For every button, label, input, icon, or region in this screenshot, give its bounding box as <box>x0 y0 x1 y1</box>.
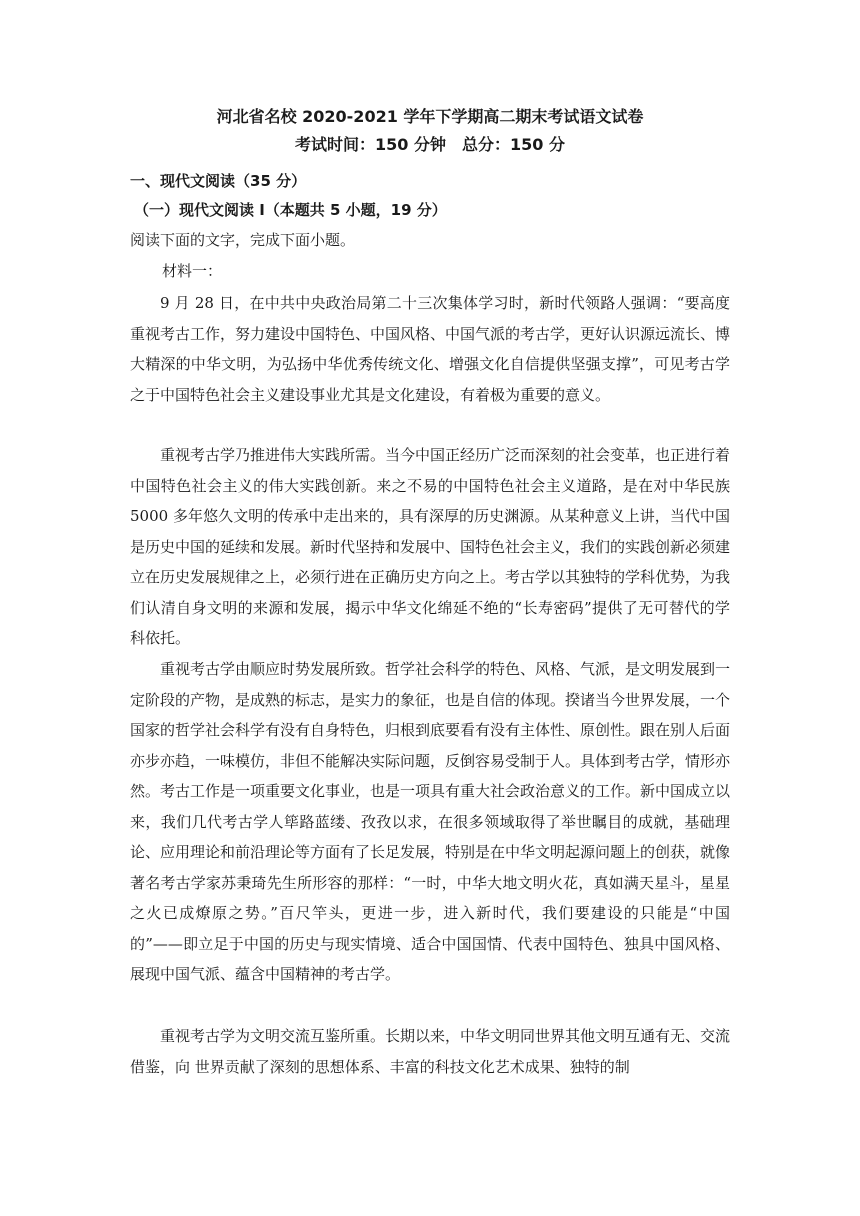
paragraph-4 <box>130 1021 730 1082</box>
reading-instruction: 阅读下面的文字，完成下面小题。 <box>130 231 356 249</box>
paragraph-text: 9 月 28 日，在中共中央政治局第二十三次集体学习时，新时代领路人强调：“要高度重视考古工作，努力建设中国特色、中国风格、中国气派的考古学，更好认识源远流长、博大精深的中华文明，为弘扬中华优秀传统文化、增强文化自信提供坚强支撑”，可见考古学之于中国特色社会主义建设事业尤其是文化建设，有着极为重要的意义。 <box>130 294 731 404</box>
exam-info: 考试时间：150 分钟 总分：150 分 <box>295 135 565 154</box>
document-title: 河北省名校 2020-2021 学年下学期高二期末考试语文试卷 <box>216 107 644 126</box>
paragraph-1 <box>130 288 730 410</box>
subsection-heading: （一）现代文阅读 I（本题共 5 小题，19 分） <box>134 201 447 219</box>
paragraph-2 <box>130 440 730 654</box>
paragraph-3 <box>130 654 730 990</box>
material-label: 材料一： <box>162 262 223 280</box>
paragraph-text: 重视考古学由顺应时势发展所致。哲学社会科学的特色、风格、气派，是文明发展到一定阶段的产物，是成熟的标志，是实力的象征，也是自信的体现。揆诸当今世界发展，一个国家的哲学社会科学有没有自身特色，归根到底要看有没有主体性、原创性。跟在别人后面亦步亦趋，一味模仿，非但不能解决实际问题，反倒容易受制于人。具体到考古学，情形亦然。考古工作是一项重要文化事业，也是一项具有重大社会政治意义的工作。新中国成立以来，我们几代考古学人筚路蓝缕、孜孜以求，在很多领域取得了举世瞩目的成就，基础理论、应用理论和前沿理论等方面有了长足发展，特别是在中华文明起源问题上的创获，就像著名考古学家苏秉琦先生所形容的那样：“一时，中华大地文明火花，真如满天星斗，星星之火已成燎原之势。”百尺竿头，更进一步，进入新时代，我们要建设的只能是“中国的”——即立足于中国的历史与现实情境、适合中国国情、代表中国特色、独具中国风格、展现中国气派、蕴含中国精神的考古学。 <box>130 660 731 983</box>
section-heading: 一、现代文阅读（35 分） <box>130 172 307 190</box>
paragraph-text: 重视考古学乃推进伟大实践所需。当今中国正经历广泛而深刻的社会变革，也正进行着中国特色社会主义的伟大实践创新。来之不易的中国特色社会主义道路，是在对中华民族 5000 多年悠久文明的传承中走出来的，具有深厚的历史渊源。从某种意义上讲，当代中国是历史中国的延续和发展。新时代坚持和发展中、国特色社会主义，我们的实践创新必须建立在历史发展规律之上，必须行进在正确历史方向之上。考古学以其独特的学科优势，为我们认清自身文明的来源和发展，揭示中华文化绵延不绝的“长寿密码”提供了无可替代的学科依托。 <box>130 446 731 647</box>
paragraph-text: 重视考古学为文明交流互鉴所重。长期以来，中华文明同世界其他文明互通有无、交流借鉴，向 世界贡献了深刻的思想体系、丰富的科技文化艺术成果、独特的制 <box>130 1027 731 1076</box>
